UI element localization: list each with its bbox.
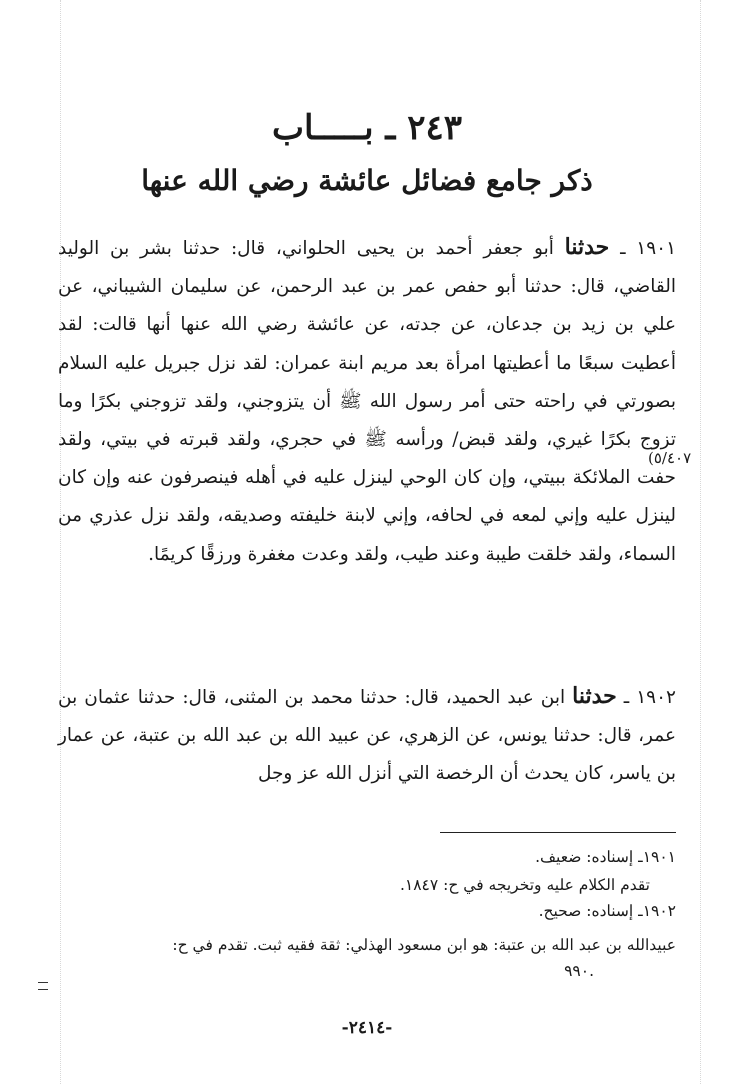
margin-reference: (٥/٤٠٧	[648, 449, 692, 467]
page-number: -٢٤١٤-	[341, 1018, 393, 1038]
hadith-paragraph	[58, 228, 676, 574]
footnote-line: ١٩٠٢ـ إسناده: صحيح.	[538, 902, 676, 920]
footnote-divider	[440, 832, 676, 833]
footnote-line: ٩٩٠.	[564, 962, 594, 980]
hadith-number: ١٩٠٢ ـ	[623, 687, 676, 708]
scan-edge-mark	[38, 982, 48, 990]
footnote-line: ١٩٠١ـ إسناده: ضعيف.	[535, 848, 676, 866]
chapter-heading: ٢٤٣ ـ بـــــاب	[271, 108, 463, 148]
footnote-line: عبيدالله بن عبد الله بن عتبة: هو ابن مسعود الهذلي: ثقة فقيه ثبت. تقدم في ح:	[172, 936, 676, 954]
hadith-text: أبو جعفر أحمد بن يحيى الحلواني، قال: حدثنا بشر بن الوليد القاضي، قال: حدثنا أبو حفص عمر بن عبد الرحمن، عن سليمان الشيباني، عن علي بن زيد بن جدعان، عن جدته، عن عائشة رضي الله عنها أنها قالت: لقد أعطيت سبعًا ما أعطيتها امرأة بعد مريم ابنة عمران: لقد نزل جبريل عليه السلام بصورتي في راحته حتى أمر رسول الله ﷺ أن يتزوجني، ولقد تزوجني بكرًا وما تزوج بكرًا غيري، ولقد قبض/ ورأسه ﷺ في حجري، ولقد قبرته في بيتي، ولقد حفت الملائكة ببيتي، وإن كان الوحي لينزل عليه في أهله فينصرفون عنه وإن كان لينزل عليه وإني لمعه في لحافه، وإني لابنة خليفته وصديقه، ولقد نزل عذري من السماء، ولقد خلقت طيبة وعند طيب، ولقد وعدت مغفرة ورزقًا كريمًا.	[58, 238, 676, 565]
hadith-lead-word: حدثنا	[572, 683, 617, 709]
hadith-paragraph	[58, 677, 676, 794]
footnote-line: تقدم الكلام عليه وتخريجه في ح: ١٨٤٧.	[399, 876, 650, 894]
scan-guide-line	[700, 0, 701, 1084]
hadith-lead-word: حدثنا	[564, 234, 610, 260]
hadith-text: ابن عبد الحميد، قال: حدثنا محمد بن المثنى، قال: حدثنا عثمان بن عمر، قال: حدثنا يونس، عن الزهري، عن عبيد الله بن عبد الله بن عتبة، عن عمار بن ياسر، كان يحدث أن الرخصة التي أنزل الله عز وجل	[58, 687, 676, 785]
hadith-number: ١٩٠١ ـ	[620, 238, 677, 259]
chapter-title: ذكر جامع فضائل عائشة رضي الله عنها	[141, 164, 593, 197]
